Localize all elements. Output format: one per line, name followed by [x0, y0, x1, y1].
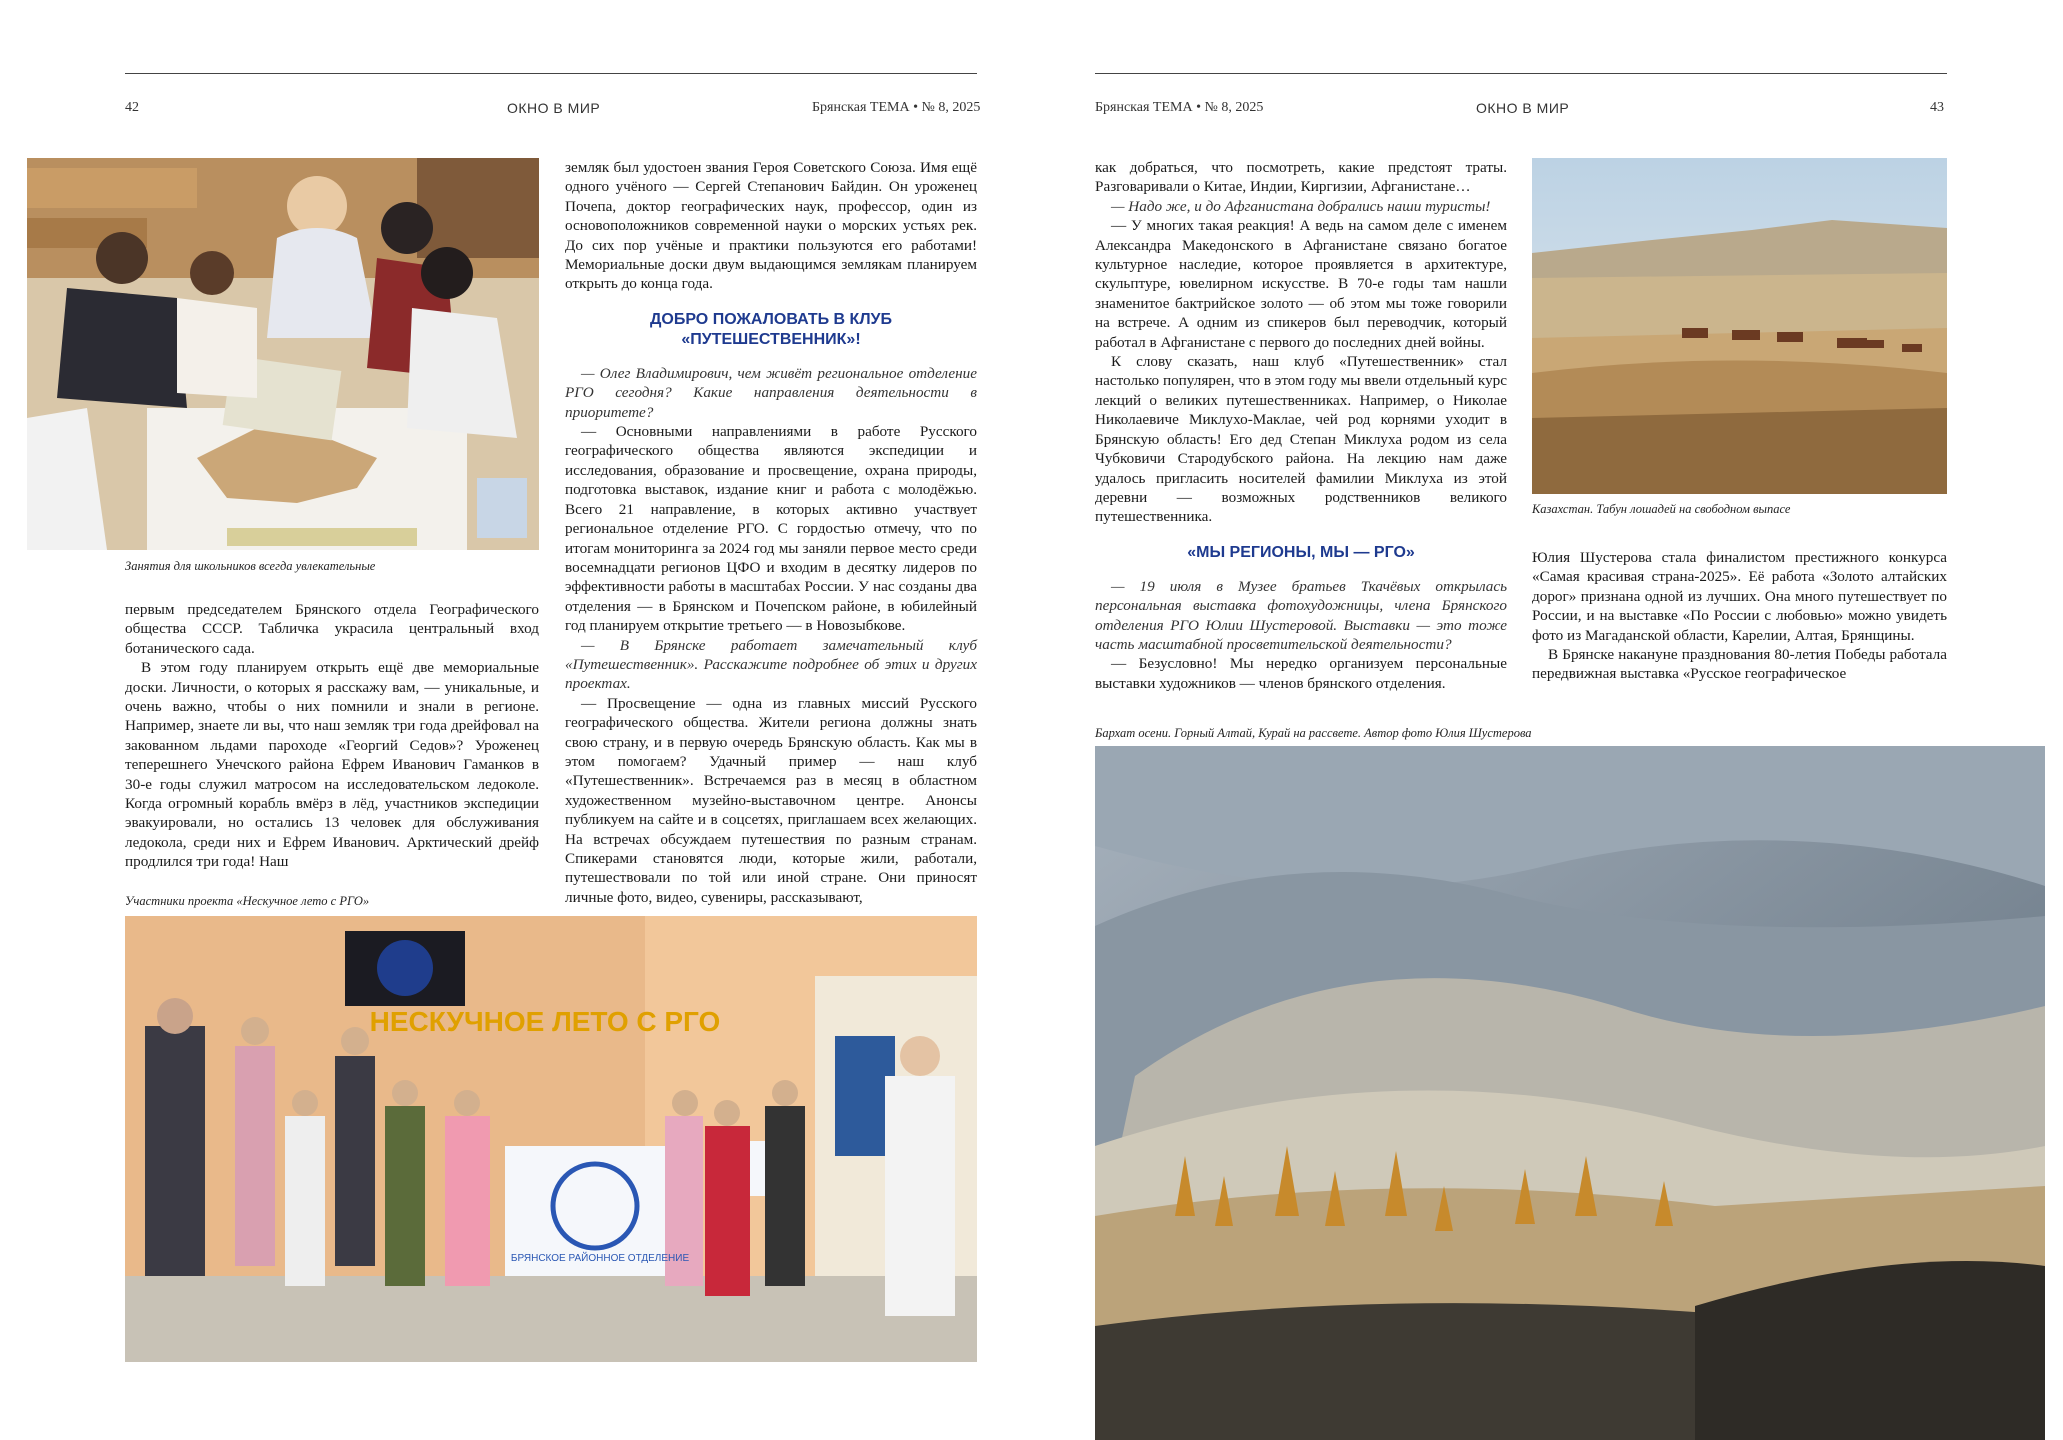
left-paragraph: В этом году планируем открыть ещё две мемориальные доски. Личности, о которых я расскажу вам, — уникальные, и очень важно, чтобы о них помнили и знали в регионе. Например, знаете ли вы, что наш земляк три года дрейфовал на закованном льдами пароходе «Георгий Седов»? Уроженец теперешнего Унечского района Ефрем Иванович Гаманков в 30-е годы служил матросом на исследовательском ледоколе. Когда огромный корабль вмёрз в лёд, участников экспедиции эвакуировали, но остались 13 человек для обслуживания ледокола, среди них и Ефрем Иванович. Арктический дрейф продлился три года! Наш [125, 659, 539, 871]
right-issue-label: Брянская ТЕМА • № 8, 2025 [1095, 100, 1264, 115]
right-column-2 [1532, 548, 1947, 684]
right-paragraph: Юлия Шустерова стала финалистом престижного конкурса «Самая красивая страна-2025». Её работа «Золото алтайских дорог» признана одной из лучших. Она много путешествует по России, и на выставке «По России с любовью» можно увидеть фото из Магаданской области, Карелии, Алтая, Брянщины. [1532, 549, 1947, 644]
left-section-title: ОКНО В МИР [507, 100, 601, 116]
flag-subtext: БРЯНСКОЕ РАЙОННОЕ ОТДЕЛЕНИЕ [510, 1253, 690, 1264]
left-paragraph: земляк был удостоен звания Героя Советского Союза. Имя ещё одного учёного — Сергей Степанович Байдин. Он уроженец Почепа, доктор географических наук, профессор, один из основоположников современной науки о морских устьях рек. До сих пор учёные и практики пользуются его работами! Мемориальные доски двум выдающимся землякам планируем открыть до конца года. [565, 159, 977, 293]
altai-photo-caption: Бархат осени. Горный Алтай, Курай на рассвете. Автор фото Юлия Шустерова [1095, 726, 1532, 740]
group-project-photo [125, 916, 977, 1362]
left-column-1 [125, 600, 539, 872]
interview-question: — Олег Владимирович, чем живёт региональное отделение РГО сегодня? Какие направления деятельности в приоритете? [565, 364, 977, 421]
right-paragraph: В Брянске накануне празднования 80-летия Победы работала передвижная выставка «Русское географическое [1532, 646, 1947, 683]
interview-question: — 19 июля в Музее братьев Ткачёвых открылась персональная выставка фотохудожницы, члена Брянского отделения РГО Юлии Шустеровой. Выставки — это тоже часть масштабной просветительской деятельности? [1095, 577, 1507, 653]
right-section-title: ОКНО В МИР [1476, 100, 1570, 116]
interview-question: — Надо же, и до Афганистана добрались наши туристы! [1111, 197, 1491, 215]
interview-answer: — Безусловно! Мы нередко организуем персональные выставки художников — членов брянского отделения. [1095, 655, 1507, 692]
section-heading-regions: «МЫ РЕГИОНЫ, МЫ — РГО» [1187, 543, 1415, 561]
right-paragraph: как добраться, что посмотреть, какие предстоят траты. Разговаривали о Китае, Индии, Киргизии, Афганистане… [1095, 159, 1507, 196]
left-issue-label: Брянская ТЕМА • № 8, 2025 [812, 100, 981, 115]
interview-question: — В Брянске работает замечательный клуб «Путешественник». Расскажите подробнее об этих и других проектах. [565, 636, 977, 693]
right-column-1 [1095, 158, 1507, 693]
group-photo-caption: Участники проекта «Нескучное лето с РГО» [125, 894, 370, 908]
altai-autumn-photo [1095, 746, 2045, 1440]
section-heading-club: ДОБРО ПОЖАЛОВАТЬ В КЛУБ «ПУТЕШЕСТВЕННИК»! [650, 310, 892, 348]
right-page-number: 43 [1930, 100, 1944, 115]
banner-letters: НЕСКУЧНОЕ ЛЕТО С РГО [369, 1006, 721, 1037]
kazakhstan-caption: Казахстан. Табун лошадей на свободном выпасе [1532, 502, 1791, 516]
interview-answer: — Основными направлениями в работе Русского географического общества являются экспедиции и исследования, образование и просвещение, охрана природы, подготовка выставок, издание книг и работа с молодёжью. Всего 21 направление, в которых активно участвует региональное отделение РГО. С гордостью отмечу, что по итогам мониторинга за 2024 год мы заняли первое место среди восемнадцати регионов ЦФО и входим в десятку лидеров по эффективности работы в масштабах России. У нас созданы два отделения — в Брянском и Почепском районе, в юбилейный год планируем открытие третьего — в Новозыбкове. [565, 423, 977, 635]
school-photo-caption: Занятия для школьников всегда увлекательные [125, 559, 376, 573]
left-page-number: 42 [125, 100, 139, 115]
interview-answer: — У многих такая реакция! А ведь на самом деле с именем Александра Македонского в Афганистане связано богатое культурное наследие, которое проявляется в архитектуре, скульптуре, ювелирном искусстве. В 70-е годы там нашли знаменитое бактрийское золото — об этом мы тоже говорили на встрече. А одним из спикеров был переводчик, который работал в Афганистане с первого до последних дней войны. [1095, 217, 1507, 351]
school-lesson-photo [27, 158, 539, 550]
interview-answer: — Просвещение — одна из главных миссий Русского географического общества. Жители региона должны знать свою страну, и в первую очередь Брянскую область. Как мы в этом помогаем? Удачный пример — наш клуб «Путешественник». Встречаемся раз в месяц в областном художественном музейно-выставочном центре. Анонсы публикуем на сайте и в соцсетях, приглашаем всех желающих. На встречах обсуждаем путешествия по разным странам. Спикерами становятся люди, которые жили, работали, путешествовали по той или иной стране. Они приносят личные фото, видео, сувениры, рассказывают, [565, 694, 977, 906]
kazakhstan-horses-photo [1532, 158, 1947, 494]
left-column-2 [565, 158, 977, 907]
left-paragraph: первым председателем Брянского отдела Географического общества СССР. Табличка украсила центральный вход ботанического сада. [125, 601, 539, 657]
right-header-rule [1095, 73, 1947, 74]
left-header-rule [125, 73, 977, 74]
interview-answer: К слову сказать, наш клуб «Путешественник» стал настолько популярен, что в этом году мы ввели отдельный курс лекций о великих путешественниках. Например, о Николае Николаевиче Миклухо-Маклае, чей род корнями уходит в Брянскую область! Его дед Степан Миклуха родом из села Чубковичи Стародубского района. На лекцию нам даже удалось пригласить носителей фамилии Миклуха из этой деревни — возможных родственников великого путешественника. [1095, 353, 1507, 526]
